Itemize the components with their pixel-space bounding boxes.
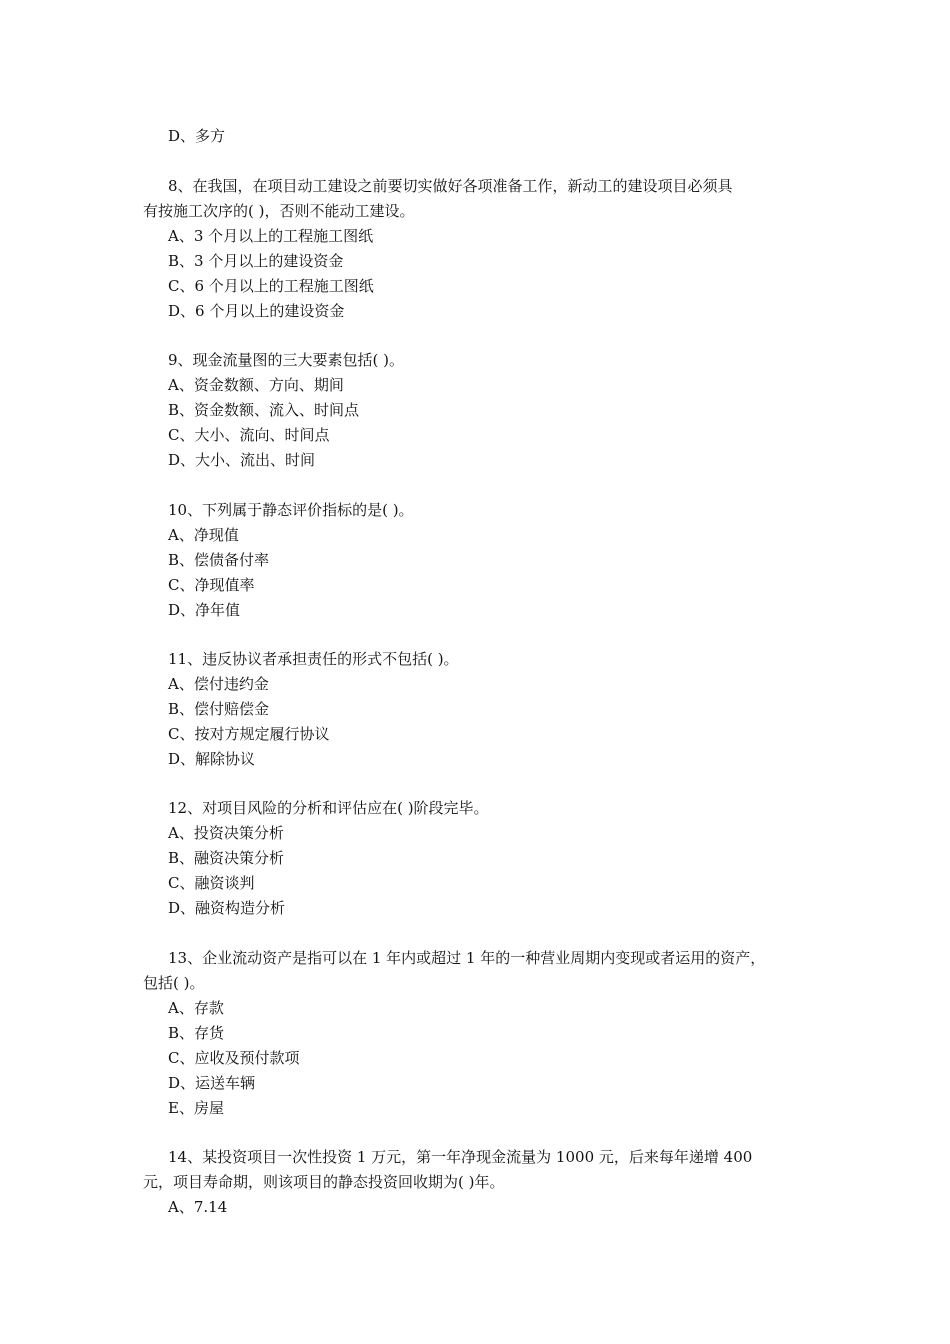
question-10-line-1: 10、下列属于静态评价指标的是( )。 [168,501,414,519]
question-11-line-1: 11、违反协议者承担责任的形式不包括( )。 [168,650,459,668]
question-13-option-e: E、房屋 [168,1099,224,1117]
question-13-option-c: C、应收及预付款项 [168,1049,300,1067]
question-12-option-d: D、融资构造分析 [168,899,286,917]
question-10-option-d: D、净年值 [168,601,241,619]
question-10-option-a: A、净现值 [168,526,239,544]
question-8-line-2: 有按施工次序的( )，否则不能动工建设。 [143,202,415,220]
question-8-option-b: B、3 个月以上的建设资金 [168,252,344,270]
question-9-option-b: B、资金数额、流入、时间点 [168,401,360,419]
question-8-line-1: 8、在我国，在项目动工建设之前要切实做好各项准备工作，新动工的建设项目必须具 [168,177,733,195]
question-11-option-c: C、按对方规定履行协议 [168,725,330,743]
question-9-option-c: C、大小、流向、时间点 [168,426,330,444]
question-13-line-2: 包括( )。 [143,974,205,992]
question-14-line-2: 元，项目寿命期，则该项目的静态投资回收期为( )年。 [143,1173,505,1191]
question-9-line-1: 9、现金流量图的三大要素包括( )。 [168,351,405,369]
question-14-line-1: 14、某投资项目一次性投资 1 万元，第一年净现金流量为 1000 元，后来每年递增 400 [168,1148,753,1166]
question-10-option-c: C、净现值率 [168,576,255,594]
question-11-option-a: A、偿付违约金 [168,675,269,693]
question-12-option-c: C、融资谈判 [168,874,255,892]
question-10-option-b: B、偿债备付率 [168,551,270,569]
question-8-option-a: A、3 个月以上的工程施工图纸 [168,227,374,245]
question-9-option-d: D、大小、流出、时间 [168,451,316,469]
question-13-line-1: 13、企业流动资产是指可以在 1 年内或超过 1 年的一种营业周期内变现或者运用的资产， [168,949,766,967]
question-14-option-a: A、7.14 [168,1198,228,1216]
question-11-option-b: B、偿付赔偿金 [168,700,270,718]
question-12-option-b: B、融资决策分析 [168,849,285,867]
question-8-option-c: C、6 个月以上的工程施工图纸 [168,277,374,295]
question-11-option-d: D、解除协议 [168,750,256,768]
question-13-option-b: B、存货 [168,1024,225,1042]
question-9-option-a: A、资金数额、方向、期间 [168,376,344,394]
question-12-option-a: A、投资决策分析 [168,824,284,842]
question-13-option-a: A、存款 [168,999,224,1017]
question-13-option-d: D、运送车辆 [168,1074,256,1092]
option-d-prev: D、多方 [168,127,226,145]
question-8-option-d: D、6 个月以上的建设资金 [168,302,345,320]
question-12-line-1: 12、对项目风险的分析和评估应在( )阶段完毕。 [168,799,489,817]
